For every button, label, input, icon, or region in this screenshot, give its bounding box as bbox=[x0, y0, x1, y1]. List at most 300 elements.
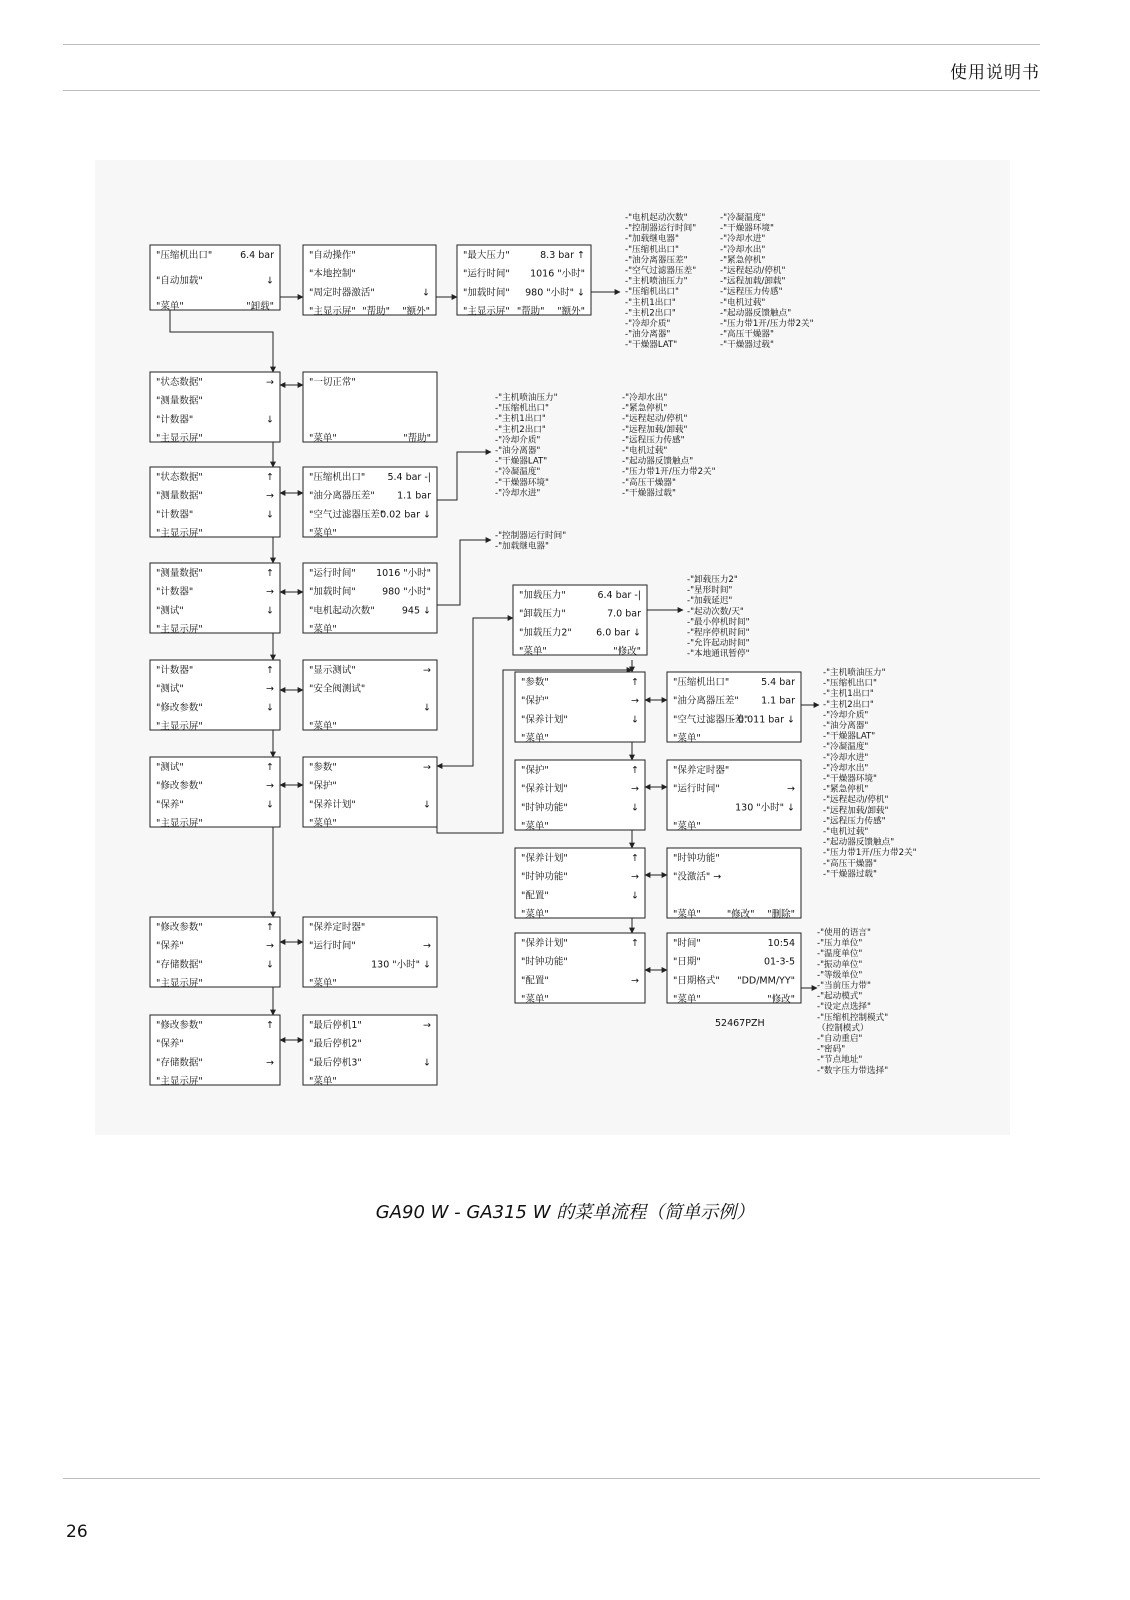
box-row-value: ↑ bbox=[266, 1020, 274, 1031]
box-row-label: "主显示屏" bbox=[156, 1076, 203, 1087]
list-item: -"卸载压力2" bbox=[687, 575, 738, 585]
box-row-value: 7.0 bar bbox=[607, 608, 641, 620]
display-box-r5_right bbox=[303, 660, 437, 732]
box-row-value: ↓ bbox=[266, 959, 274, 971]
list-item: -"数字压力带选择" bbox=[817, 1065, 889, 1076]
box-row-label: "状态数据" bbox=[156, 377, 203, 388]
item-list-l_param bbox=[687, 573, 750, 659]
box-row-value: → bbox=[787, 783, 795, 795]
display-box-p_load bbox=[513, 585, 647, 657]
box-row-label: "油分离器压差" bbox=[673, 695, 739, 707]
box-row-value: 1016 "小时" bbox=[376, 568, 431, 579]
box-row-value: ↓ bbox=[422, 287, 430, 299]
list-item: -"等级单位" bbox=[817, 970, 863, 981]
box-row-label: "计数器" bbox=[156, 665, 194, 676]
header-rule-top bbox=[63, 44, 1040, 45]
list-item: -"本地通讯暂停" bbox=[687, 649, 750, 660]
box-row-value: ↓ bbox=[266, 414, 274, 426]
box-row-label: "加载压力2" bbox=[519, 627, 572, 639]
box-row-label: "自动操作" bbox=[309, 250, 356, 261]
list-item: -"干燥器环境" bbox=[720, 223, 774, 234]
list-item: -"冷却介质" bbox=[823, 710, 869, 721]
list-item: -"压缩机出口" bbox=[495, 403, 549, 414]
display-box-r6_left bbox=[150, 757, 280, 829]
list-item: -"冷却介质" bbox=[495, 435, 541, 446]
box-row-label: "保养" bbox=[156, 940, 184, 952]
box-row-label: "保养计划" bbox=[521, 938, 568, 949]
list-item: -"主机2出口" bbox=[823, 699, 874, 710]
list-item: -"冷却水进" bbox=[823, 752, 869, 763]
display-boxes bbox=[150, 245, 801, 1087]
box-row-label: "主显示屏" bbox=[156, 624, 203, 635]
box-row-value: → bbox=[266, 1057, 274, 1069]
display-box-c1_right bbox=[667, 672, 801, 744]
display-box-b_extra bbox=[457, 245, 591, 317]
list-item: -"起动次数/天" bbox=[687, 606, 744, 617]
box-row-value: → bbox=[631, 975, 639, 987]
box-row-label: "计数器" bbox=[156, 509, 194, 521]
box-row-label: "最后停机2" bbox=[309, 1038, 362, 1050]
box-row-label: "菜单" bbox=[673, 909, 701, 920]
box-row-value: 980 "小时" ↓ bbox=[525, 287, 585, 299]
box-row-label: "时钟功能" bbox=[673, 853, 720, 864]
box-row-value: → bbox=[266, 940, 274, 952]
box-row-value: 130 "小时" ↓ bbox=[371, 959, 431, 971]
list-item: -"紧急停机" bbox=[622, 403, 668, 414]
box-row-label: "油分离器压差" bbox=[309, 490, 375, 502]
list-item: -"冷却水进" bbox=[495, 488, 541, 499]
list-item: -"当前压力带" bbox=[817, 981, 871, 991]
list-item: -"冷凝温度" bbox=[495, 467, 541, 478]
list-item: -"远程加载/卸载" bbox=[720, 276, 786, 287]
list-item: -"远程加载/卸载" bbox=[622, 424, 688, 435]
box-row-label: "压缩机出口" bbox=[673, 677, 730, 688]
box-row-value: ↓ bbox=[423, 799, 431, 811]
list-item: -"干燥器过载" bbox=[622, 488, 676, 499]
footer-rule bbox=[63, 1478, 1040, 1479]
box-row-value: 8.3 bar ↑ bbox=[540, 250, 585, 261]
box-row-label: "存储数据" bbox=[156, 1057, 203, 1069]
list-item: -"远程压力传感" bbox=[622, 435, 685, 446]
figure-caption: GA90 W - GA315 W 的菜单流程（简单示例） bbox=[375, 1202, 755, 1223]
box-row-label: "测量数据" bbox=[156, 568, 203, 579]
item-list-l_counter bbox=[495, 529, 566, 552]
list-item: -"程序停机时间" bbox=[687, 628, 750, 638]
box-row-label: "主显示屏" bbox=[156, 721, 203, 732]
box-row-value: ↑ bbox=[266, 922, 274, 933]
list-item: -"干燥器过载" bbox=[823, 869, 877, 880]
box-row-label: "修改参数" bbox=[156, 922, 203, 933]
list-item: -"冷却介质" bbox=[625, 319, 671, 329]
box-row-label: "运行时间" bbox=[463, 268, 510, 280]
box-row-label: "菜单" bbox=[309, 818, 337, 829]
box-row-label: "状态数据" bbox=[156, 472, 203, 483]
page-number: 26 bbox=[66, 1522, 88, 1542]
box-row-value: ↑ bbox=[631, 765, 639, 776]
box-row-label: "本地控制" bbox=[309, 268, 356, 280]
box-row-label: "菜单" bbox=[673, 994, 701, 1005]
connector-line bbox=[437, 618, 513, 766]
list-item: -"油分离器" bbox=[495, 446, 541, 456]
display-box-r5_left bbox=[150, 660, 280, 732]
display-box-b_menu1 bbox=[303, 245, 436, 317]
box-row-label: "修改参数" bbox=[156, 702, 203, 714]
list-item: -"主机喷油压力" bbox=[495, 393, 558, 403]
box-row-value: ↑ bbox=[266, 665, 274, 676]
display-box-r4_left bbox=[150, 563, 280, 635]
list-item: -"干燥器环境" bbox=[823, 774, 877, 784]
box-row-label: "时间" bbox=[673, 938, 701, 949]
box-row-label: "测量数据" bbox=[156, 395, 203, 407]
box-row-label: "运行时间" bbox=[309, 940, 356, 952]
display-box-c2_right bbox=[667, 760, 801, 832]
box-row-value: → bbox=[423, 762, 431, 773]
display-box-r2_left bbox=[150, 372, 280, 444]
box-row-value: 980 "小时" bbox=[382, 586, 431, 598]
list-item: -"远程加载/卸载" bbox=[823, 805, 889, 816]
box-row-value: ↓ bbox=[266, 605, 274, 617]
box-row-label: "最后停机3" bbox=[309, 1057, 362, 1069]
box-row-label: "保养" bbox=[156, 799, 184, 811]
box-row-value: ↓ bbox=[631, 714, 639, 726]
box-row-middle: "修改" bbox=[726, 909, 755, 920]
box-row-label: "菜单" bbox=[309, 1076, 337, 1087]
box-row-value: ↑ bbox=[631, 677, 639, 688]
box-row-label: "空气过滤器压差" bbox=[309, 509, 385, 521]
box-row-label: "加载时间" bbox=[463, 287, 510, 299]
box-row-value: 1.1 bar bbox=[761, 695, 795, 707]
list-item: -"使用的语言" bbox=[817, 928, 871, 938]
list-item: -"星形时间" bbox=[687, 585, 733, 596]
box-row-value: "DD/MM/YY" bbox=[737, 975, 795, 987]
list-item: -"干燥器LAT" bbox=[625, 340, 678, 351]
box-row-value: 1.1 bar bbox=[397, 490, 431, 502]
box-row-value: 01-3-5 bbox=[763, 956, 795, 968]
box-row-value: "删除" bbox=[767, 909, 795, 920]
box-row-label: "测试" bbox=[156, 605, 184, 617]
box-row-value: → bbox=[631, 871, 639, 883]
box-row-label: "菜单" bbox=[309, 721, 337, 732]
box-row-value: 6.4 bar bbox=[240, 250, 274, 261]
connector-line bbox=[437, 540, 491, 605]
box-row-label: "空气过滤器压差" bbox=[673, 714, 749, 726]
list-item: -"高压干燥器" bbox=[622, 477, 676, 488]
box-row-label: "运行时间" bbox=[309, 568, 356, 579]
display-box-r3_right bbox=[303, 467, 437, 539]
box-row-label: "修改参数" bbox=[156, 780, 203, 792]
box-row-value: → bbox=[266, 683, 274, 695]
list-item: -"远程起动/停机" bbox=[720, 266, 786, 276]
box-row-label: "测试" bbox=[156, 762, 184, 773]
list-item: -"温度单位" bbox=[817, 949, 863, 960]
box-row-value: ↑ bbox=[266, 762, 274, 773]
figure-code: 52467PZH bbox=[715, 1018, 765, 1029]
list-item: -"自动重启" bbox=[817, 1034, 863, 1044]
box-row-middle: "帮助" bbox=[362, 306, 391, 317]
box-row-label: "压缩机出口" bbox=[156, 250, 213, 261]
list-item: -"节点地址" bbox=[817, 1055, 863, 1066]
list-item: -"加载延迟" bbox=[687, 596, 733, 607]
box-row-label: "保养定时器" bbox=[673, 765, 730, 776]
box-row-label: "日期" bbox=[673, 956, 701, 968]
box-row-value: 945 ↓ bbox=[401, 605, 431, 617]
box-row-label: "菜单" bbox=[521, 909, 549, 920]
box-row-label: "菜单" bbox=[309, 978, 337, 989]
box-row-label: "菜单" bbox=[673, 821, 701, 832]
list-item: -"设定点选择" bbox=[817, 1002, 871, 1013]
box-row-value: ↓ bbox=[631, 802, 639, 814]
box-row-label: "菜单" bbox=[156, 301, 184, 312]
list-item: -"加载继电器" bbox=[625, 234, 679, 245]
list-item: -"压力带1开/压力带2关" bbox=[622, 467, 716, 478]
display-box-r8_left bbox=[150, 1015, 280, 1087]
box-row-value: ↑ bbox=[266, 568, 274, 579]
display-box-r7_left bbox=[150, 917, 280, 989]
box-row-label: "存储数据" bbox=[156, 959, 203, 971]
box-row-value: ↓ bbox=[423, 702, 431, 714]
box-row-label: "保养" bbox=[156, 1038, 184, 1050]
box-row-label: "没激活" → bbox=[673, 871, 722, 883]
list-item: -"油分离器" bbox=[823, 721, 869, 731]
list-item: -"远程起动/停机" bbox=[622, 414, 688, 425]
box-row-label: "配置" bbox=[521, 890, 549, 902]
item-list-l_top1 bbox=[625, 211, 696, 350]
box-row-label: "测试" bbox=[156, 683, 184, 695]
list-item: -"油分离器压差" bbox=[625, 255, 688, 266]
box-row-value: 1016 "小时" bbox=[530, 268, 585, 280]
item-list-l_top2 bbox=[720, 211, 814, 350]
display-box-c1_left bbox=[515, 672, 645, 744]
list-item: -"紧急停机" bbox=[720, 255, 766, 266]
list-item: -"压力单位" bbox=[817, 938, 863, 949]
list-item: -"油分离器" bbox=[625, 329, 671, 340]
box-row-label: "保养计划" bbox=[521, 853, 568, 864]
box-row-value: → bbox=[631, 783, 639, 795]
box-row-label: "保养计划" bbox=[309, 799, 356, 811]
box-row-value: - 0.011 bar ↓ bbox=[731, 714, 795, 726]
box-row-label: "主显示屏" bbox=[156, 818, 203, 829]
list-item: -"高压干燥器" bbox=[823, 858, 877, 869]
box-row-label: "菜单" bbox=[521, 733, 549, 744]
list-item: -"冷凝温度" bbox=[823, 742, 869, 753]
box-row-value: ↓ bbox=[266, 799, 274, 811]
list-item: -"起动器反馈触点" bbox=[622, 456, 694, 467]
document-title: 使用说明书 bbox=[950, 63, 1040, 83]
list-item: （控制模式） bbox=[817, 1023, 869, 1034]
list-item: -"控制器运行时间" bbox=[495, 531, 567, 541]
item-list-l_mid1 bbox=[495, 391, 558, 498]
box-row-label: "最后停机1" bbox=[309, 1020, 362, 1031]
list-item: -"冷却水进" bbox=[720, 234, 766, 245]
list-item: -"电机过载" bbox=[823, 827, 869, 837]
box-row-value: 0.02 bar ↓ bbox=[380, 509, 431, 521]
box-row-value: "修改" bbox=[767, 994, 795, 1005]
box-row-label: "周定时器激活" bbox=[309, 287, 375, 299]
box-row-label: "参数" bbox=[521, 677, 549, 688]
display-box-r6_right bbox=[303, 757, 437, 829]
list-item: -"电机过载" bbox=[622, 446, 668, 456]
box-row-label: "菜单" bbox=[309, 433, 337, 444]
list-item: -"最小停机时间" bbox=[687, 617, 750, 628]
list-item: -"远程压力传感" bbox=[823, 816, 886, 827]
box-row-label: "菜单" bbox=[521, 821, 549, 832]
box-row-label: "保养计划" bbox=[521, 714, 568, 726]
box-row-label: "配置" bbox=[521, 975, 549, 987]
header-rule-bottom bbox=[63, 90, 1040, 91]
box-row-label: "菜单" bbox=[673, 733, 701, 744]
list-item: -"冷却水出" bbox=[823, 763, 869, 774]
box-row-value: → bbox=[423, 1020, 431, 1031]
box-row-value: 5.4 bar -| bbox=[387, 472, 431, 483]
box-row-value: "帮助" bbox=[403, 433, 431, 444]
list-item: -"主机2出口" bbox=[495, 424, 546, 435]
box-row-label: "主显示屏" bbox=[156, 433, 203, 444]
box-row-value: "额外" bbox=[557, 306, 585, 317]
display-box-c4_right bbox=[667, 933, 801, 1005]
list-item: -"空气过滤器压差" bbox=[625, 266, 697, 276]
list-item: -"冷凝温度" bbox=[720, 213, 766, 223]
box-row-label: "安全阀测试" bbox=[309, 683, 366, 695]
box-row-label: "保养定时器" bbox=[309, 922, 366, 933]
box-row-label: "加载时间" bbox=[309, 586, 356, 598]
connector-line bbox=[170, 310, 273, 372]
list-item: -"压缩机出口" bbox=[823, 678, 877, 689]
list-item: -"主机2出口" bbox=[625, 308, 676, 319]
box-row-value: ↓ bbox=[266, 509, 274, 521]
list-item: -"干燥器LAT" bbox=[495, 456, 548, 467]
list-item: -"允许起动时间" bbox=[687, 638, 750, 649]
display-box-c3_left bbox=[515, 848, 645, 920]
list-item: -"密码" bbox=[817, 1044, 846, 1055]
box-row-label: "保护" bbox=[521, 765, 549, 776]
box-row-label: "保护" bbox=[309, 780, 337, 792]
box-row-label: "菜单" bbox=[521, 994, 549, 1005]
box-row-value: → bbox=[423, 940, 431, 952]
list-item: -"起动器反馈触点" bbox=[823, 837, 895, 848]
box-row-label: "时钟功能" bbox=[521, 802, 568, 814]
box-row-value: ↓ bbox=[423, 1057, 431, 1069]
display-box-b_main bbox=[150, 245, 280, 312]
display-box-c2_left bbox=[515, 760, 645, 832]
box-row-value: ↑ bbox=[266, 472, 274, 483]
box-row-middle: "帮助" bbox=[516, 306, 545, 317]
box-row-label: "修改参数" bbox=[156, 1020, 203, 1031]
display-box-r3_left bbox=[150, 467, 280, 539]
box-row-label: "计数器" bbox=[156, 414, 194, 426]
list-item: -"压缩机控制模式" bbox=[817, 1012, 889, 1023]
box-row-value: ↑ bbox=[631, 853, 639, 864]
box-row-label: "参数" bbox=[309, 762, 337, 773]
box-row-value: 10:54 bbox=[767, 938, 795, 949]
list-item: -"主机喷油压力" bbox=[625, 276, 688, 287]
box-row-label: "菜单" bbox=[519, 646, 547, 657]
box-row-label: "最大压力" bbox=[463, 250, 510, 261]
box-row-value: → bbox=[266, 780, 274, 792]
item-list-l_protect bbox=[823, 666, 917, 879]
list-item: -"紧急停机" bbox=[823, 784, 869, 795]
box-row-label: "时钟功能" bbox=[521, 956, 568, 968]
box-row-value: → bbox=[631, 695, 639, 707]
display-box-r7_right bbox=[303, 917, 437, 989]
box-row-label: "保养计划" bbox=[521, 783, 568, 795]
list-item: -"起动模式" bbox=[817, 991, 863, 1002]
list-item: -"电机起动次数" bbox=[625, 213, 688, 223]
box-row-value: → bbox=[266, 490, 274, 502]
box-row-value: → bbox=[423, 665, 431, 676]
list-item: -"压缩机出口" bbox=[625, 287, 679, 298]
box-row-label: "保护" bbox=[521, 695, 549, 707]
list-item: -"振动单位" bbox=[817, 959, 863, 970]
list-item: -"高压干燥器" bbox=[720, 329, 774, 340]
box-row-label: "一切正常" bbox=[309, 377, 356, 388]
list-item: -"远程压力传感" bbox=[720, 287, 783, 298]
box-row-value: 5.4 bar bbox=[761, 677, 795, 688]
box-row-value: ↑ bbox=[631, 938, 639, 949]
list-item: -"起动器反馈触点" bbox=[720, 308, 792, 319]
list-item: -"压缩机出口" bbox=[625, 244, 679, 255]
box-row-label: "加载压力" bbox=[519, 590, 566, 601]
box-row-value: 130 "小时" ↓ bbox=[735, 802, 795, 814]
menu-flow-diagram bbox=[95, 160, 1010, 1135]
display-box-c3_right bbox=[667, 848, 801, 920]
item-list-l_mid2 bbox=[622, 391, 716, 498]
list-item: -"加载继电器" bbox=[495, 541, 549, 552]
box-row-label: "时钟功能" bbox=[521, 871, 568, 883]
connector-line bbox=[437, 452, 491, 500]
list-item: -"控制器运行时间" bbox=[625, 223, 697, 234]
list-item: -"主机1出口" bbox=[495, 414, 546, 425]
list-item: -"电机过载" bbox=[720, 297, 766, 308]
list-item: -"干燥器LAT" bbox=[823, 731, 876, 742]
display-box-c4_left bbox=[515, 933, 645, 1005]
box-row-value: ↓ bbox=[266, 275, 274, 287]
box-row-label: "主显示屏" bbox=[156, 528, 203, 539]
box-row-label: "电机起动次数" bbox=[309, 605, 375, 617]
box-row-label: "主显示屏" bbox=[463, 306, 510, 317]
list-item: -"主机1出口" bbox=[625, 297, 676, 308]
box-row-label: "主显示屏" bbox=[156, 978, 203, 989]
display-box-r2_right bbox=[303, 372, 437, 444]
list-item: -"主机喷油压力" bbox=[823, 668, 886, 678]
box-row-value: "额外" bbox=[402, 306, 430, 317]
display-box-r8_right bbox=[303, 1015, 437, 1087]
box-row-label: "显示测试" bbox=[309, 665, 356, 676]
list-item: -"冷却水出" bbox=[622, 393, 668, 403]
list-item: -"主机1出口" bbox=[823, 689, 874, 700]
box-row-label: "运行时间" bbox=[673, 783, 720, 795]
box-row-label: "菜单" bbox=[309, 528, 337, 539]
box-row-value: ↓ bbox=[266, 702, 274, 714]
list-item: -"冷却水出" bbox=[720, 244, 766, 255]
box-row-value: ↓ bbox=[631, 890, 639, 902]
box-row-label: "菜单" bbox=[309, 624, 337, 635]
list-item: -"压力带1开/压力带2关" bbox=[720, 319, 814, 329]
display-box-r4_right bbox=[303, 563, 437, 635]
box-row-value: "修改" bbox=[613, 646, 641, 657]
box-row-label: "计数器" bbox=[156, 586, 194, 598]
box-row-value: 6.0 bar ↓ bbox=[596, 627, 641, 639]
list-item: -"干燥器过载" bbox=[720, 340, 774, 351]
box-row-label: "主显示屏" bbox=[309, 306, 356, 317]
item-list-l_config bbox=[817, 926, 888, 1076]
list-item: -"远程起动/停机" bbox=[823, 795, 889, 806]
box-row-label: "自动加载" bbox=[156, 275, 203, 287]
list-item: -"干燥器环境" bbox=[495, 477, 549, 488]
list-item: -"压力带1开/压力带2关" bbox=[823, 848, 917, 859]
box-row-value: → bbox=[266, 377, 274, 388]
box-row-value: 6.4 bar -| bbox=[597, 590, 641, 601]
box-row-label: "卸载压力" bbox=[519, 608, 566, 620]
